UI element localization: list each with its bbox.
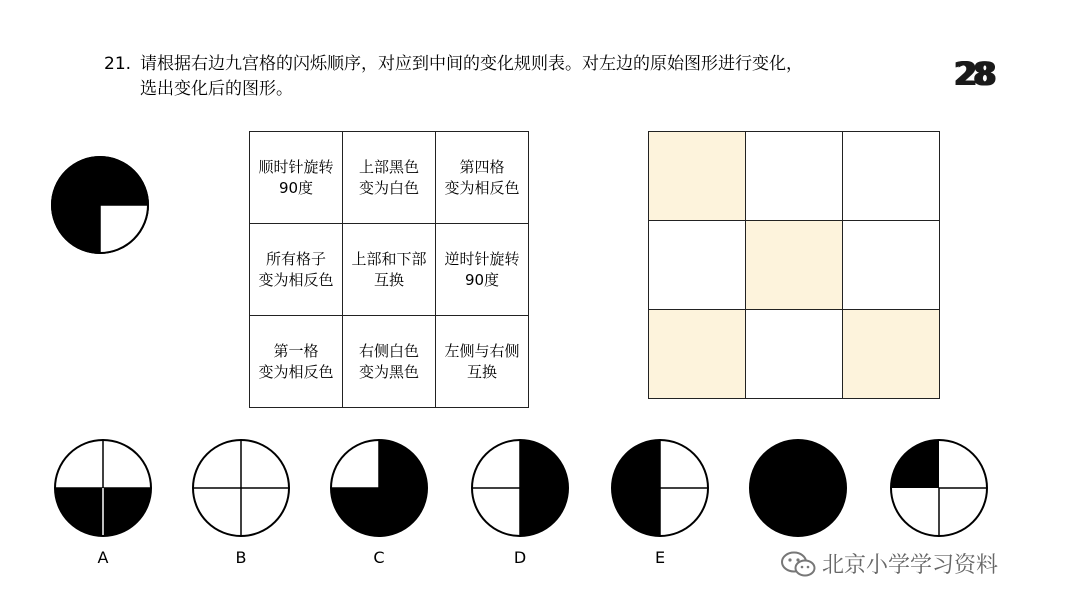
extra-figure-top-left-black xyxy=(889,438,989,538)
grid-cell xyxy=(746,310,843,399)
rule-cell: 左侧与右侧 互换 xyxy=(436,316,529,408)
grid-cell xyxy=(649,310,746,399)
rule-cell: 右侧白色 变为黑色 xyxy=(343,316,436,408)
watermark xyxy=(780,548,998,579)
option-c-figure[interactable] xyxy=(329,438,429,538)
option-c-label: C xyxy=(373,548,385,567)
grid-cell xyxy=(843,132,940,221)
option-e-figure[interactable] xyxy=(610,438,710,538)
rule-cell: 第一格 变为相反色 xyxy=(250,316,343,408)
grid-cell xyxy=(746,132,843,221)
question-text xyxy=(104,52,934,102)
question-line-2: 选出变化后的图形。 xyxy=(140,79,293,99)
rule-cell: 上部黑色 变为白色 xyxy=(343,132,436,224)
option-d-label: D xyxy=(513,548,527,567)
option-a-label: A xyxy=(97,548,109,567)
grid-cell xyxy=(843,221,940,310)
option-b-figure[interactable] xyxy=(191,438,291,538)
extra-figure-all-black xyxy=(748,438,848,538)
rule-cell: 所有格子 变为相反色 xyxy=(250,224,343,316)
watermark-text: 北京小学学习资料 xyxy=(822,553,999,578)
question-number: 21. xyxy=(104,54,132,74)
question-badge: 28 xyxy=(954,55,993,93)
wechat-icon xyxy=(780,551,816,577)
option-a-figure[interactable] xyxy=(53,438,153,538)
question-line-1: 请根据右边九宫格的闪烁顺序，对应到中间的变化规则表。对左边的原始图形进行变化， xyxy=(140,54,803,74)
grid-cell xyxy=(649,132,746,221)
option-e-label: E xyxy=(654,548,666,567)
grid-cell xyxy=(649,221,746,310)
original-figure xyxy=(50,155,150,255)
flash-grid xyxy=(648,131,940,399)
grid-cell xyxy=(746,221,843,310)
rule-cell: 顺时针旋转 90度 xyxy=(250,132,343,224)
rule-cell: 第四格 变为相反色 xyxy=(436,132,529,224)
grid-cell xyxy=(843,310,940,399)
option-d-figure[interactable] xyxy=(470,438,570,538)
rule-cell: 上部和下部 互换 xyxy=(343,224,436,316)
rules-table xyxy=(249,131,529,408)
option-b-label: B xyxy=(235,548,247,567)
rule-cell: 逆时针旋转 90度 xyxy=(436,224,529,316)
